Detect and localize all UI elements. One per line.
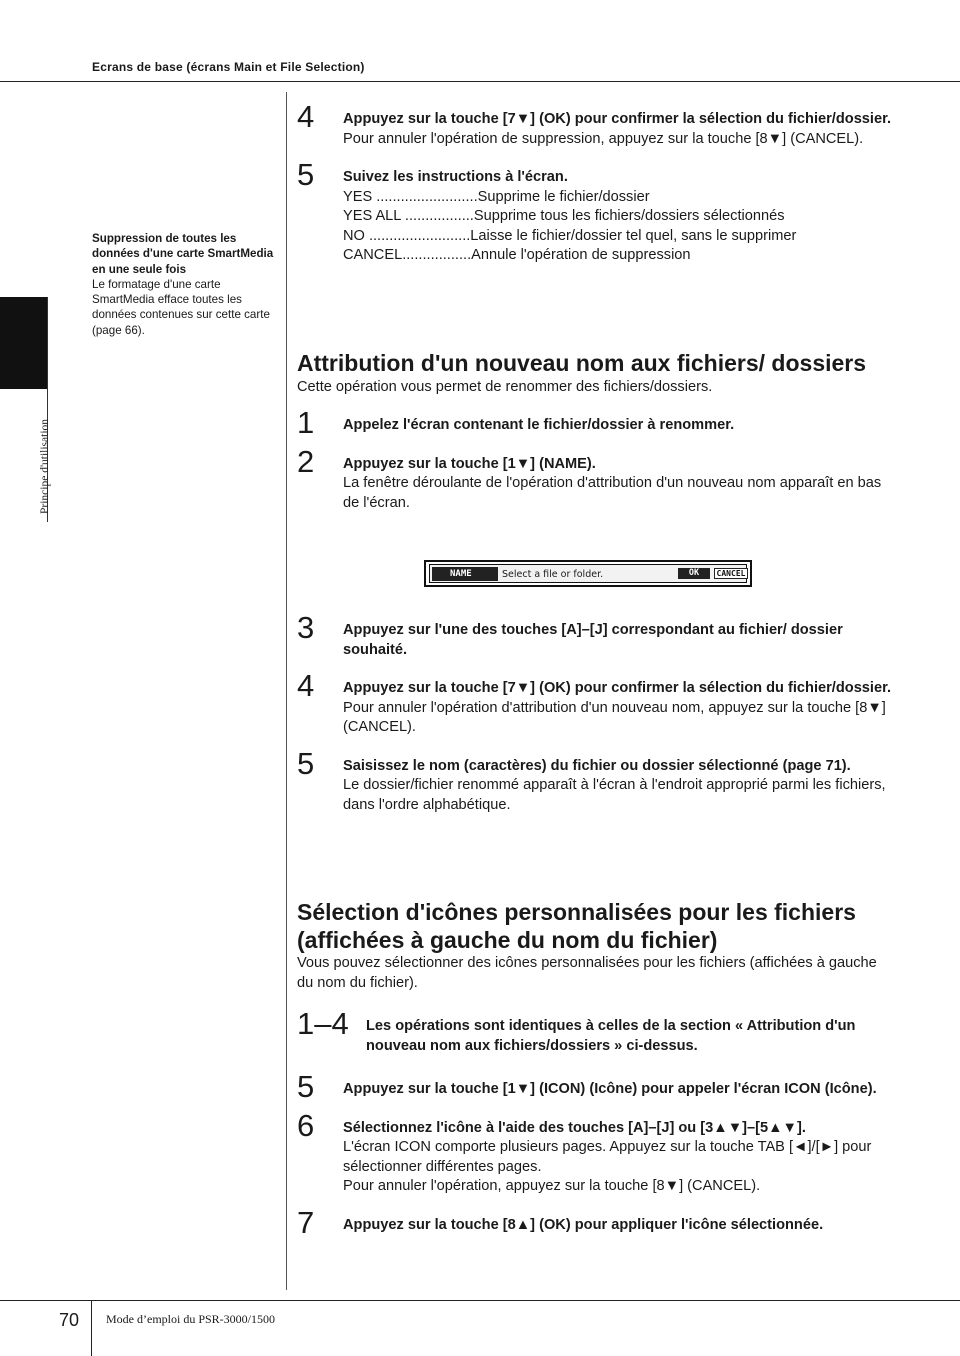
- step-body: La fenêtre déroulante de l'opération d'attribution d'un nouveau nom apparaît en bas de l'écran.: [343, 475, 882, 511]
- option-no: NO .........................Laisse le fichier/dossier tel quel, sans le supprimer: [343, 227, 797, 244]
- step-title: Appuyez sur la touche [7▼] (OK) pour confirmer la sélection du fichier/dossier.: [343, 111, 892, 127]
- step-number: 4: [297, 668, 315, 703]
- step-number: 5: [297, 745, 315, 781]
- section-intro: Vous pouvez sélectionner des icônes personnalisées pour les fichiers (affichées à gauche du nom du fichier).: [297, 955, 877, 991]
- step-4-rename: [297, 668, 897, 738]
- step-title: Appuyez sur l'une des touches [A]–[J] correspondant au fichier/ dossier souhaité.: [343, 622, 843, 658]
- cancel-button[interactable]: CANCEL: [714, 568, 748, 579]
- step-title: Suivez les instructions à l'écran.: [343, 169, 568, 185]
- delete-steps: [297, 99, 897, 266]
- side-note-title: Suppression de toutes les données d'une carte SmartMedia en une seule fois: [92, 232, 274, 276]
- step-4-delete: [297, 99, 897, 149]
- page-number: 70: [59, 1310, 80, 1330]
- step-number: 1–4: [297, 1006, 349, 1041]
- step-5-rename: [297, 745, 897, 816]
- step-title: Appuyez sur la touche [1▼] (NAME).: [343, 455, 596, 472]
- rename-section: [297, 350, 897, 513]
- step-title: Saisissez le nom (caractères) du fichier ou dossier sélectionné (page 71).: [343, 757, 851, 774]
- option-list: [343, 188, 897, 266]
- section-heading-rename: Attribution d'un nouveau nom aux fichiers/ dossiers: [297, 350, 867, 376]
- option-yes: YES .........................Supprime le fichier/dossier: [343, 188, 650, 205]
- icon-section: [297, 899, 897, 1240]
- section-heading-icon: Sélection d'icônes personnalisées pour les fichiers (affichées à gauche du nom du fichier): [297, 899, 856, 953]
- chapter-tab-label: Principe d'utilisation: [39, 418, 51, 514]
- step-body-cancel: Pour annuler l'opération, appuyez sur la touche [8▼] (CANCEL).: [343, 1178, 761, 1194]
- step-5-icon: [297, 1069, 897, 1104]
- step-7-icon: [297, 1204, 897, 1240]
- step-number: 5: [297, 1069, 315, 1104]
- step-body: Le dossier/fichier renommé apparaît à l'écran à l'endroit approprié parmi les fichiers, dans l'ordre alphabétique.: [343, 777, 886, 813]
- step-title: Les opérations sont identiques à celles de la section « Attribution d'un nouveau nom aux fichiers/dossiers » ci-dessus.: [366, 1018, 856, 1054]
- step-5-delete: [297, 157, 897, 266]
- ok-button[interactable]: OK: [678, 568, 710, 579]
- step-body: Pour annuler l'opération de suppression, appuyez sur la touche [8▼] (CANCEL).: [343, 130, 864, 147]
- option-cancel: CANCEL.................Annule l'opération de suppression: [343, 247, 691, 263]
- running-header: Ecrans de base (écrans Main et File Selection): [92, 60, 365, 74]
- footer-rule: [0, 1300, 960, 1301]
- step-1-rename: [297, 405, 897, 440]
- step-2-rename: [297, 443, 897, 514]
- step-title: Appuyez sur la touche [1▼] (ICON) (Icône) pour appeler l'écran ICON (Icône).: [343, 1081, 877, 1097]
- step-body: Pour annuler l'opération d'attribution d'un nouveau nom, appuyez sur la touche [8▼] (CANCEL).: [343, 699, 886, 735]
- step-1-4-icon: [297, 1006, 897, 1056]
- step-number: 1: [297, 405, 315, 440]
- step-number: 5: [297, 157, 315, 192]
- rename-steps-continued: [297, 610, 897, 815]
- popup-message: Select a file or folder.: [502, 569, 604, 580]
- step-number: 6: [297, 1107, 315, 1143]
- chapter-tab-marker: [0, 297, 47, 389]
- step-title: Sélectionnez l'icône à l'aide des touches [A]–[J] ou [3▲▼]–[5▲▼].: [343, 1119, 806, 1136]
- step-number: 2: [297, 443, 315, 479]
- side-note: [92, 231, 282, 338]
- footer-manual-title: Mode d’emploi du PSR-3000/1500: [106, 1312, 276, 1326]
- name-popup-screen: [424, 560, 752, 587]
- name-popup-panel: [429, 564, 747, 583]
- header-rule: [0, 81, 960, 82]
- step-body: L'écran ICON comporte plusieurs pages. Appuyez sur la touche TAB [◄]/[►] pour sélectionner différentes pages.: [343, 1139, 872, 1175]
- column-divider: [286, 92, 287, 1290]
- name-button[interactable]: NAME: [432, 567, 498, 581]
- option-yes-all: YES ALL .................Supprime tous les fichiers/dossiers sélectionnés: [343, 208, 785, 224]
- section-intro: Cette opération vous permet de renommer des fichiers/dossiers.: [297, 378, 713, 395]
- footer-divider: [91, 1300, 92, 1356]
- step-title: Appelez l'écran contenant le fichier/dossier à renommer.: [343, 417, 735, 433]
- step-title: Appuyez sur la touche [7▼] (OK) pour confirmer la sélection du fichier/dossier.: [343, 680, 892, 696]
- step-title: Appuyez sur la touche [8▲] (OK) pour appliquer l'icône sélectionnée.: [343, 1216, 824, 1233]
- step-3-rename: [297, 610, 897, 660]
- step-6-icon: [297, 1107, 897, 1197]
- step-number: 3: [297, 610, 315, 645]
- side-note-body: Le formatage d'une carte SmartMedia efface toutes les données contenues sur cette carte (page 66).: [92, 277, 270, 337]
- step-number: 4: [297, 99, 315, 134]
- step-number: 7: [297, 1204, 315, 1240]
